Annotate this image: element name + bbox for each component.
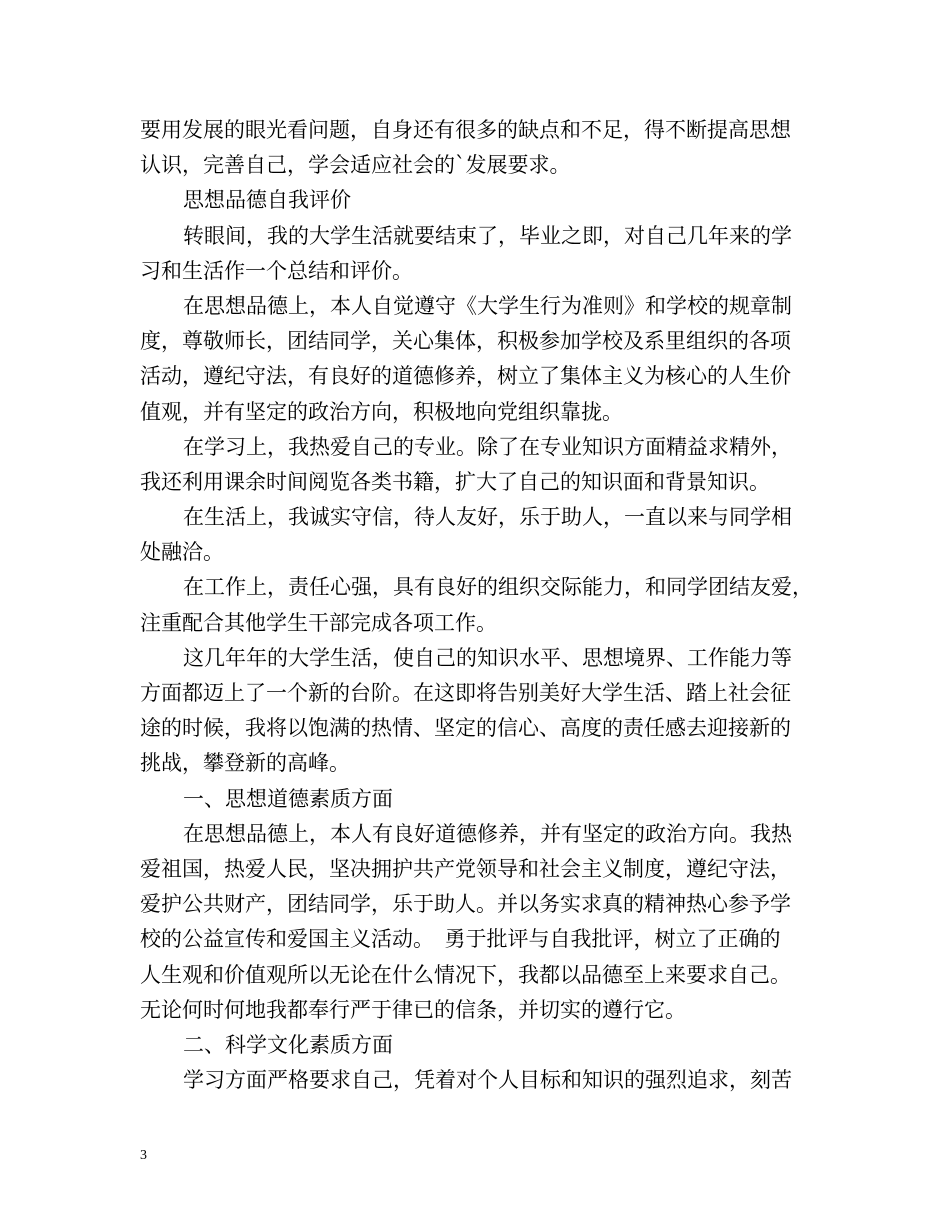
- paragraph-first-line: 转眼间，我的大学生活就要结束了，毕业之即，对自己几年来的学: [183, 223, 792, 248]
- paragraph-line: 挑战，攀登新的高峰。: [140, 751, 350, 776]
- document-body: [140, 113, 830, 1098]
- paragraph-line: 爱祖国，热爱人民，坚决拥护共产党领导和社会主义制度，遵纪守法，: [140, 856, 791, 881]
- paragraph-first-line: 在生活上，我诚实守信，待人友好，乐于助人，一直以来与同学相: [183, 505, 792, 530]
- paragraph-line: 习和生活作一个总结和评价。: [140, 258, 413, 283]
- paragraph-first-line: 二、科学文化素质方面: [183, 1032, 393, 1057]
- paragraph-first-line: 思想品德自我评价: [183, 188, 351, 213]
- paragraph-line: 注重配合其他学生干部完成各项工作。: [140, 610, 497, 635]
- paragraph-line: 度，尊敬师长，团结同学，关心集体，积极参加学校及系里组织的各项: [140, 329, 791, 354]
- paragraph-line: 方面都迈上了一个新的台阶。在这即将告别美好大学生活、踏上社会征: [140, 681, 791, 705]
- paragraph-first-line: 在工作上，责任心强，具有良好的组织交际能力，和同学团结友爱，: [183, 575, 813, 600]
- paragraph-first-line: 在学习上，我热爱自己的专业。除了在专业知识方面精益求精外，: [183, 434, 792, 459]
- paragraph-line: 途的时候，我将以饱满的热情、坚定的信心、高度的责任感去迎接新的: [140, 716, 791, 741]
- paragraph-first-line: 一、思想道德素质方面: [183, 786, 393, 811]
- paragraph-first-line: 在思想品德上，本人有良好道德修养，并有坚定的政治方向。我热: [183, 821, 792, 846]
- paragraph-first-line: 这几年年的大学生活，使自己的知识水平、思想境界、工作能力等: [183, 645, 792, 670]
- paragraph-first-line: 学习方面严格要求自己，凭着对个人目标和知识的强烈追求，刻苦: [183, 1068, 792, 1093]
- paragraph-line: 认识，完善自己，学会适应社会的`发展要求。: [140, 153, 571, 178]
- page-number: 3: [140, 1148, 147, 1163]
- paragraph-line: 值观，并有坚定的政治方向，积极地向党组织靠拢。: [140, 399, 623, 424]
- paragraph-line: 校的公益宣传和爱国主义活动。 勇于批评与自我批评，树立了正确的: [140, 927, 781, 952]
- paragraph-line: 爱护公共财产，团结同学，乐于助人。并以务实求真的精神热心参予学: [140, 892, 791, 917]
- paragraph-first-line: 在思想品德上，本人自觉遵守《大学生行为准则》和学校的规章制: [183, 293, 792, 318]
- paragraph-line: 处融洽。: [140, 540, 224, 565]
- paragraph-line: 活动，遵纪守法，有良好的道德修养，树立了集体主义为核心的人生价: [140, 364, 791, 389]
- paragraph-line: 人生观和价值观所以无论在什么情况下，我都以品德至上来要求自己。: [140, 962, 791, 987]
- paragraph-line: 我还利用课余时间阅览各类书籍，扩大了自己的知识面和背景知识。: [140, 469, 770, 494]
- paragraph-line: 无论何时何地我都奉行严于律已的信条，并切实的遵行它。: [140, 997, 686, 1022]
- paragraph-line: 要用发展的眼光看问题，自身还有很多的缺点和不足，得不断提高思想: [140, 118, 791, 142]
